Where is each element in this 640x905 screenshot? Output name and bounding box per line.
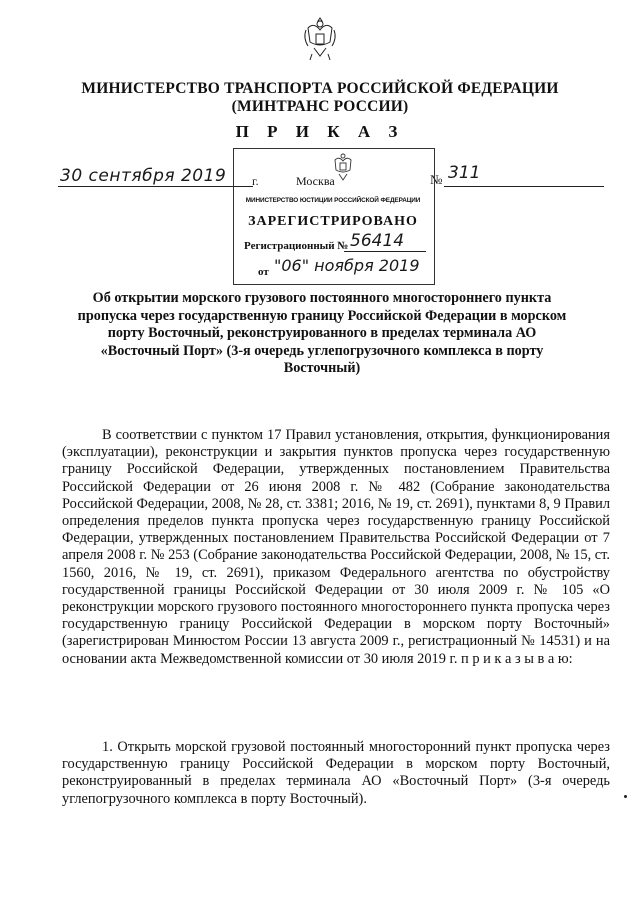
stamp-regnum-label: Регистрационный № (244, 240, 349, 252)
stamp-emblem-icon (330, 152, 356, 184)
ministry-name: МИНИСТЕРСТВО ТРАНСПОРТА РОССИЙСКОЙ ФЕДЕРАЦИИ (81, 80, 559, 97)
handwritten-registration-date: "06" ноября 2019 (274, 256, 420, 275)
stamp-organization: МИНИСТЕРСТВО ЮСТИЦИИ РОССИЙСКОЙ ФЕДЕРАЦИИ (245, 197, 421, 204)
order-title: Об открытии морского грузового постоянного многостороннего пункта пропуска через государственную границу Российской Федерации в морском порту Восточный, реконструированного в пределах терминала АО «Восточный Порт» (3-я очередь углепогрузочного комплекса в порту Восточный) (77, 290, 567, 376)
preamble-text: В соответствии с пунктом 17 Правил установления, открытия, функционирования (эксплуатации), реконструкции и закрытия пунктов пропуска через государственную границу Российской Федерации, утвержденных постановлением Правительства Российской Федерации от 26 июня 2008 г. № 482 (Собрание законодательства Российской Федерации, 2008, № 28, ст. 3381; 2016, № 19, ст. 2691), пунктами 8, 9 Правил определения пределов пункта пропуска через государственную границу Российской Федерации, утвержденных постановлением Правительства Российской Федерации от 7 апреля 2008 г. № 253 (Собрание законодательства Российской Федерации, 2008, № 15, ст. 1560, 2016, № 19, ст. 2691), приказом Федерального агентства по обустройству государственной границы Российской Федерации от 30 июля 2009 г. № 105 «О реконструкции морского грузового постоянного многостороннего пункта пропуска через государственную границу Российской Федерации в морском порту Восточный» (зарегистрирован Минюстом России 13 августа 2009 г., регистрационный № 14531) и на основании акта Межведомственной комиссии от 30 июля 2019 г. п р и к а з ы в а ю: (62, 427, 610, 667)
handwritten-registration-number: 56414 (350, 231, 405, 251)
handwritten-date: 30 сентября 2019 (60, 166, 227, 186)
document-type: П Р И К А З (235, 122, 405, 141)
number-underline (444, 186, 604, 187)
ministry-short-name: (МИНТРАНС РОССИИ) (231, 98, 409, 115)
stamp-date-label: от (258, 266, 269, 278)
clause-1-text: 1. Открыть морской грузовой постоянный многосторонний пункт пропуска через государственную границу Российской Федерации в морском порту Восточный, реконструированный в пределах терминала АО «Восточный Порт» (3-я очередь углепогрузочного комплекса в порту Восточный). (62, 739, 610, 807)
coat-of-arms-emblem (300, 14, 340, 64)
preamble-paragraph (62, 427, 610, 668)
clause-1-paragraph (62, 739, 610, 808)
stamp-registered-label: ЗАРЕГИСТРИРОВАНО (248, 214, 418, 229)
date-underline (58, 186, 253, 187)
handwritten-order-number: 311 (448, 163, 481, 183)
year-suffix: г. (252, 174, 259, 188)
scan-speck (624, 795, 627, 798)
regnum-underline (344, 251, 426, 252)
number-sign: № (430, 172, 443, 187)
city: Москва (296, 174, 335, 188)
